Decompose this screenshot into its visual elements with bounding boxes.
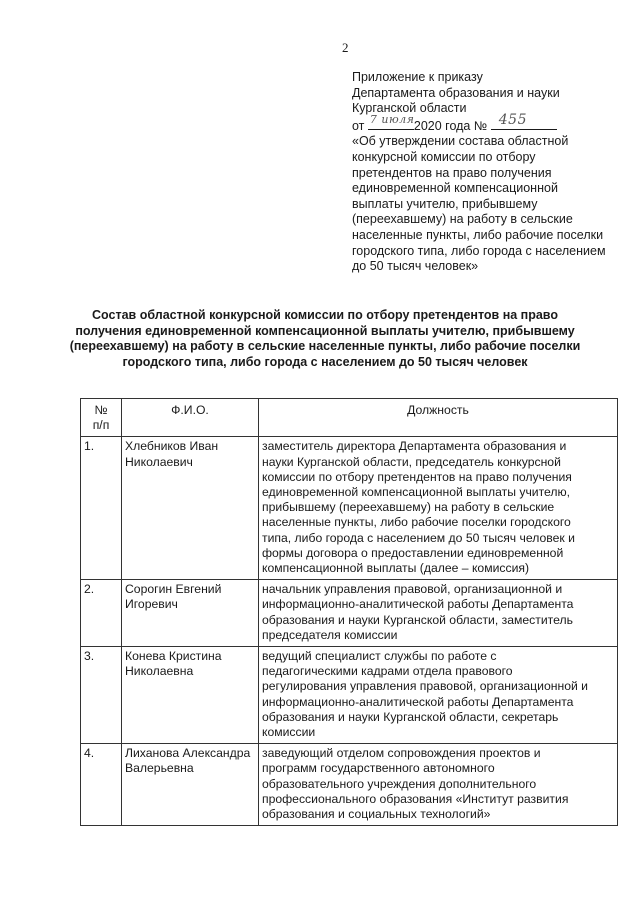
fio-surname-name: Сорогин Евгений	[125, 582, 222, 597]
number-blank	[491, 112, 557, 130]
title-line: Состав областной конкурсной комиссии по отбору претендентов на право	[92, 308, 558, 322]
position-line: единовременной компенсационной выплаты учителю,	[262, 485, 571, 500]
row-number: 4.	[81, 744, 122, 826]
appendix-line: Приложение к приказу	[352, 70, 483, 84]
position-line: информационно-аналитической работы Департамента	[262, 597, 574, 612]
document-title	[60, 308, 590, 370]
position-line: ведущий специалист службы по работе с	[262, 649, 497, 664]
fio-patronymic: Игоревич	[125, 597, 178, 612]
position-line: формы договора о предоставлении единовременной	[262, 545, 564, 560]
row-fio	[122, 744, 259, 826]
position-line: профессионального образования «Институт развития	[262, 791, 569, 806]
title-line: городского типа, либо города с населением до 50 тысяч человек	[122, 354, 528, 369]
position-line: образования и социальных технологий»	[262, 807, 491, 822]
appendix-subject-line: претендентов на право получения	[352, 165, 552, 180]
date-prefix: от	[352, 118, 365, 133]
table-row	[81, 437, 618, 580]
date-suffix: 2020 года №	[413, 118, 488, 133]
order-date-number-line	[352, 112, 622, 135]
appendix-line: Департамента образования и науки	[352, 85, 560, 100]
position-line: заместитель директора Департамента образования и	[262, 439, 567, 454]
header-number-sign: №	[94, 403, 108, 417]
appendix-subject-line: конкурсной комиссии по отбору	[352, 149, 536, 164]
title-line: (переехавшему) на работу в сельские населенные пункты, либо рабочие поселки	[69, 339, 581, 353]
row-position	[259, 437, 618, 580]
appendix-block	[352, 70, 622, 275]
position-line: образовательного учреждения дополнительного	[262, 776, 537, 791]
page-number: 2	[342, 40, 349, 55]
header-position: Должность	[259, 399, 618, 437]
fio-surname-name: Лиханова Александра	[125, 746, 251, 761]
appendix-subject-line: населенные пункты, либо рабочие поселки	[352, 227, 604, 242]
row-position	[259, 647, 618, 744]
position-line: председателя комиссии	[262, 627, 398, 642]
row-number: 1.	[81, 437, 122, 580]
row-fio	[122, 580, 259, 647]
position-line: компенсационной выплаты (далее – комиссия)	[262, 561, 530, 576]
position-line: заведующий отделом сопровождения проектов и	[262, 746, 541, 761]
title-line: получения единовременной компенсационной выплаты учителю, прибывшему	[75, 323, 575, 338]
position-line: педагогическими кадрами отдела правового	[262, 664, 513, 679]
fio-patronymic: Валерьевна	[125, 761, 194, 776]
table-row	[81, 744, 618, 826]
table-header-row	[81, 399, 618, 437]
position-line: населенные пункты, либо рабочие поселки городского	[262, 515, 571, 530]
row-fio	[122, 437, 259, 580]
table-row	[81, 580, 618, 647]
position-line: информационно-аналитической работы Департамента	[262, 694, 574, 709]
position-line: регулирования управления правовой, организационной и	[262, 679, 588, 694]
appendix-subject-line: выплаты учителю, прибывшему	[352, 196, 538, 211]
handwritten-number: 455	[498, 112, 527, 129]
fio-patronymic: Николаевич	[125, 454, 193, 469]
position-line: прибывшему (переехавшему) на работу в сельские	[262, 500, 555, 515]
header-number	[81, 399, 122, 437]
date-blank	[368, 113, 415, 130]
appendix-subject-line: до 50 тысяч человек»	[352, 259, 479, 274]
row-position	[259, 580, 618, 647]
handwritten-date: 7 июля	[369, 113, 415, 127]
commission-table	[80, 398, 618, 826]
position-line: начальник управления правовой, организационной и	[262, 582, 563, 597]
position-line: образования и науки Курганской области, секретарь	[262, 709, 559, 724]
fio-surname-name: Конева Кристина	[125, 649, 222, 664]
position-line: комиссии по отбору претендентов на право получения	[262, 469, 572, 484]
row-number: 3.	[81, 647, 122, 744]
appendix-subject-line: городского типа, либо города с населением	[352, 243, 606, 258]
header-fio: Ф.И.О.	[122, 399, 259, 437]
row-position	[259, 744, 618, 826]
appendix-subject-line: «Об утверждении состава областной	[352, 134, 569, 149]
position-line: науки Курганской области, председатель конкурсной	[262, 454, 561, 469]
position-line: комиссии	[262, 725, 316, 740]
position-line: программ государственного автономного	[262, 761, 495, 776]
fio-surname-name: Хлебников Иван	[125, 439, 219, 454]
appendix-subject-line: единовременной компенсационной	[352, 181, 558, 196]
fio-patronymic: Николаевна	[125, 664, 194, 679]
position-line: типа, либо города с населением до 50 тысяч человек и	[262, 530, 575, 545]
appendix-line: Курганской области	[352, 101, 467, 116]
table-row	[81, 647, 618, 744]
row-fio	[122, 647, 259, 744]
row-number: 2.	[81, 580, 122, 647]
header-number-pp: п/п	[92, 418, 110, 433]
appendix-subject-line: (переехавшему) на работу в сельские	[352, 212, 573, 227]
position-line: образования и науки Курганской области, заместитель	[262, 612, 573, 627]
